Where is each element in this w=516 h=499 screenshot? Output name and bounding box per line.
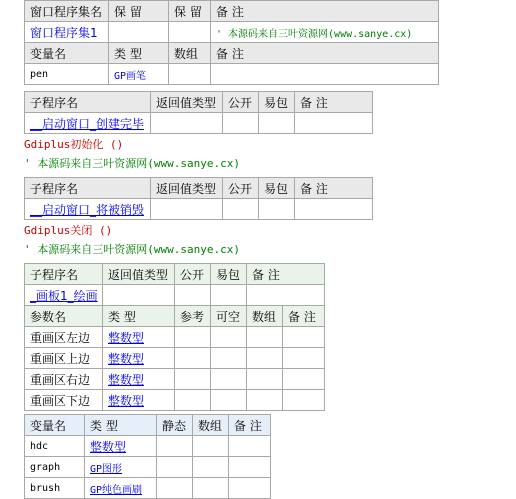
var-array-cell [169, 64, 211, 85]
header-return-type: 返回值类型 [151, 92, 223, 113]
subroutine-table-created [24, 91, 373, 134]
header-param-remark: 备 注 [283, 306, 325, 327]
sub-name-cell[interactable]: __启动窗口_将被销毁 [25, 199, 151, 220]
sub-name-cell[interactable]: _画板1_绘画 [25, 285, 103, 306]
code-line-gdiplus-init[interactable]: Gdiplus初始化 () [24, 138, 124, 151]
local-variables-table [24, 414, 271, 499]
local-var-row [25, 478, 271, 499]
header-sub-name: 子程序名 [25, 92, 151, 113]
param-name-cell[interactable]: 重画区左边 [25, 327, 103, 348]
param-row [25, 390, 325, 411]
local-var-name-cell[interactable]: brush [25, 478, 85, 499]
local-var-row [25, 457, 271, 478]
sub-name-cell[interactable]: __启动窗口_创建完毕 [25, 113, 151, 134]
header-param-type: 类 型 [103, 306, 175, 327]
remark-cell [295, 113, 373, 134]
return-type-cell [151, 113, 223, 134]
header-easy-pack: 易包 [259, 178, 295, 199]
reserved-cell-2 [169, 22, 211, 43]
remark-cell [247, 285, 325, 306]
local-var-type-cell[interactable]: GP纯色画刷 [85, 478, 157, 499]
easy-pack-cell [259, 199, 295, 220]
header-var-name: 变量名 [25, 43, 109, 64]
param-name-cell[interactable]: 重画区上边 [25, 348, 103, 369]
local-var-type-cell[interactable]: 整数型 [85, 436, 157, 457]
var-name-cell[interactable]: pen [25, 64, 109, 85]
header-var-array: 数组 [193, 415, 229, 436]
header-param-name: 参数名 [25, 306, 103, 327]
subroutine-table-paint [24, 263, 325, 411]
local-var-name-cell[interactable]: graph [25, 457, 85, 478]
header-param-ref: 参考 [175, 306, 211, 327]
param-row [25, 348, 325, 369]
header-remark: 备 注 [295, 178, 373, 199]
param-type-cell[interactable]: 整数型 [103, 327, 175, 348]
var-remark-cell [211, 64, 439, 85]
header-var-remark: 备 注 [229, 415, 271, 436]
remark-cell [295, 199, 373, 220]
header-sub-name: 子程序名 [25, 178, 151, 199]
subroutine-table-destroy [24, 177, 373, 220]
param-name-cell[interactable]: 重画区下边 [25, 390, 103, 411]
header-remark: 备 注 [295, 92, 373, 113]
window-assembly-table [24, 0, 439, 85]
header-remark: 备 注 [211, 1, 439, 22]
return-type-cell [151, 199, 223, 220]
header-param-nullable: 可空 [211, 306, 247, 327]
header-easy-pack: 易包 [211, 264, 247, 285]
public-cell [223, 113, 259, 134]
header-return-type: 返回值类型 [151, 178, 223, 199]
reserved-cell-1 [109, 22, 169, 43]
assembly-name-cell[interactable]: 窗口程序集1 [25, 22, 109, 43]
public-cell [175, 285, 211, 306]
header-public: 公开 [223, 92, 259, 113]
header-assembly-name: 窗口程序集名 [25, 1, 109, 22]
header-var-name: 变量名 [25, 415, 85, 436]
code-line-gdiplus-close[interactable]: Gdiplus关闭 () [24, 224, 113, 237]
header-var-remark: 备 注 [211, 43, 439, 64]
header-var-static: 静态 [157, 415, 193, 436]
header-public: 公开 [223, 178, 259, 199]
header-param-array: 数组 [247, 306, 283, 327]
return-type-cell [103, 285, 175, 306]
local-var-type-cell[interactable]: GP图形 [85, 457, 157, 478]
easy-pack-cell [211, 285, 247, 306]
header-var-type: 类 型 [85, 415, 157, 436]
local-var-row [25, 436, 271, 457]
code-comment-1: ' 本源码来自三叶资源网(www.sanye.cx) [24, 157, 240, 170]
header-reserved-2: 保 留 [169, 1, 211, 22]
param-row [25, 327, 325, 348]
param-row [25, 369, 325, 390]
param-name-cell[interactable]: 重画区右边 [25, 369, 103, 390]
local-var-name-cell[interactable]: hdc [25, 436, 85, 457]
header-easy-pack: 易包 [259, 92, 295, 113]
header-reserved-1: 保 留 [109, 1, 169, 22]
param-type-cell[interactable]: 整数型 [103, 390, 175, 411]
var-type-cell[interactable]: GP画笔 [109, 64, 169, 85]
header-var-array: 数组 [169, 43, 211, 64]
public-cell [223, 199, 259, 220]
assembly-remark-cell: ' 本源码来自三叶资源网(www.sanye.cx) [211, 22, 439, 43]
easy-pack-cell [259, 113, 295, 134]
header-sub-name: 子程序名 [25, 264, 103, 285]
header-return-type: 返回值类型 [103, 264, 175, 285]
code-comment-2: ' 本源码来自三叶资源网(www.sanye.cx) [24, 243, 240, 256]
header-public: 公开 [175, 264, 211, 285]
header-remark: 备 注 [247, 264, 325, 285]
header-var-type: 类 型 [109, 43, 169, 64]
param-type-cell[interactable]: 整数型 [103, 348, 175, 369]
param-type-cell[interactable]: 整数型 [103, 369, 175, 390]
